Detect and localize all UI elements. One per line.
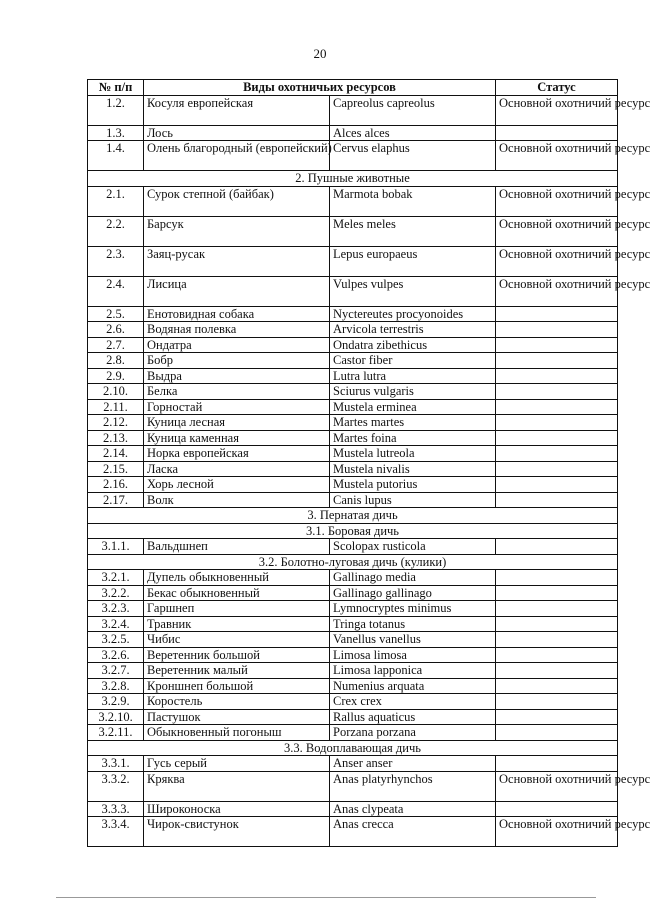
row-number: 1.2. xyxy=(88,95,144,125)
section-title: 2. Пушные животные xyxy=(88,171,618,187)
latin-name: Limosa lapponica xyxy=(330,663,496,679)
species-name: Гаршнеп xyxy=(144,601,330,617)
row-number: 2.11. xyxy=(88,399,144,415)
status-cell: Основной охотничий ресурс xyxy=(496,141,618,171)
species-name: Заяц-русак xyxy=(144,246,330,276)
species-name: Хорь лесной xyxy=(144,477,330,493)
row-number: 1.4. xyxy=(88,141,144,171)
species-name: Широконоска xyxy=(144,801,330,817)
status-cell xyxy=(496,801,618,817)
table-row xyxy=(88,616,618,632)
species-name: Кряква xyxy=(144,771,330,801)
table-row xyxy=(88,585,618,601)
status-cell xyxy=(496,585,618,601)
latin-name: Anser anser xyxy=(330,756,496,772)
status-cell xyxy=(496,446,618,462)
species-name: Лось xyxy=(144,125,330,141)
species-name: Куница лесная xyxy=(144,415,330,431)
table-row xyxy=(88,322,618,338)
species-name: Травник xyxy=(144,616,330,632)
table-row xyxy=(88,477,618,493)
latin-name: Meles meles xyxy=(330,216,496,246)
species-name: Барсук xyxy=(144,216,330,246)
row-number: 2.14. xyxy=(88,446,144,462)
footer-divider xyxy=(56,897,596,898)
row-number: 3.2.5. xyxy=(88,632,144,648)
status-cell: Основной охотничий ресурс xyxy=(496,276,618,306)
row-number: 2.7. xyxy=(88,337,144,353)
row-number: 2.4. xyxy=(88,276,144,306)
table-row xyxy=(88,539,618,555)
row-number: 3.2.2. xyxy=(88,585,144,601)
latin-name: Sciurus vulgaris xyxy=(330,384,496,400)
row-number: 2.10. xyxy=(88,384,144,400)
row-number: 3.1.1. xyxy=(88,539,144,555)
species-name: Коростель xyxy=(144,694,330,710)
status-cell xyxy=(496,725,618,741)
row-number: 1.3. xyxy=(88,125,144,141)
latin-name: Anas platyrhynchos xyxy=(330,771,496,801)
row-number: 3.2.8. xyxy=(88,678,144,694)
row-number: 3.3.2. xyxy=(88,771,144,801)
latin-name: Lepus europaeus xyxy=(330,246,496,276)
row-number: 3.2.11. xyxy=(88,725,144,741)
table-row xyxy=(88,725,618,741)
status-cell xyxy=(496,756,618,772)
species-name: Кроншнеп большой xyxy=(144,678,330,694)
table-row xyxy=(88,663,618,679)
table-row xyxy=(88,306,618,322)
latin-name: Rallus aquaticus xyxy=(330,709,496,725)
species-name: Дупель обыкновенный xyxy=(144,570,330,586)
table-row xyxy=(88,384,618,400)
status-cell: Основной охотничий ресурс xyxy=(496,817,618,847)
status-cell xyxy=(496,322,618,338)
row-number: 2.17. xyxy=(88,492,144,508)
row-number: 3.2.1. xyxy=(88,570,144,586)
row-number: 2.12. xyxy=(88,415,144,431)
species-name: Сурок степной (байбак) xyxy=(144,186,330,216)
row-number: 3.3.4. xyxy=(88,817,144,847)
status-cell xyxy=(496,306,618,322)
status-cell: Основной охотничий ресурс xyxy=(496,95,618,125)
row-number: 2.13. xyxy=(88,430,144,446)
latin-name: Castor fiber xyxy=(330,353,496,369)
latin-name: Gallinago gallinago xyxy=(330,585,496,601)
latin-name: Vanellus vanellus xyxy=(330,632,496,648)
table-row xyxy=(88,216,618,246)
latin-name: Vulpes vulpes xyxy=(330,276,496,306)
latin-name: Crex crex xyxy=(330,694,496,710)
status-cell xyxy=(496,709,618,725)
species-name: Ондатра xyxy=(144,337,330,353)
table-row xyxy=(88,430,618,446)
table-row xyxy=(88,817,618,847)
latin-name: Martes foina xyxy=(330,430,496,446)
status-cell xyxy=(496,601,618,617)
status-cell: Основной охотничий ресурс xyxy=(496,771,618,801)
latin-name: Mustela nivalis xyxy=(330,461,496,477)
status-cell xyxy=(496,384,618,400)
row-number: 2.9. xyxy=(88,368,144,384)
table-row xyxy=(88,461,618,477)
page-number: 20 xyxy=(313,46,327,61)
status-cell xyxy=(496,461,618,477)
status-cell xyxy=(496,477,618,493)
table-row xyxy=(88,771,618,801)
status-cell xyxy=(496,125,618,141)
species-name: Ласка xyxy=(144,461,330,477)
latin-name: Canis lupus xyxy=(330,492,496,508)
status-cell xyxy=(496,678,618,694)
table-row xyxy=(88,801,618,817)
table-row xyxy=(88,709,618,725)
table-row xyxy=(88,632,618,648)
status-cell xyxy=(496,492,618,508)
table-row xyxy=(88,186,618,216)
table-row xyxy=(88,694,618,710)
species-name: Веретенник малый xyxy=(144,663,330,679)
latin-name: Mustela lutreola xyxy=(330,446,496,462)
row-number: 3.2.10. xyxy=(88,709,144,725)
species-name: Гусь серый xyxy=(144,756,330,772)
species-name: Выдра xyxy=(144,368,330,384)
table-row xyxy=(88,570,618,586)
latin-name: Anas crecca xyxy=(330,817,496,847)
table-row xyxy=(88,125,618,141)
table-row xyxy=(88,601,618,617)
latin-name: Porzana porzana xyxy=(330,725,496,741)
species-name: Бекас обыкновенный xyxy=(144,585,330,601)
latin-name: Limosa limosa xyxy=(330,647,496,663)
row-number: 3.3.1. xyxy=(88,756,144,772)
row-number: 2.3. xyxy=(88,246,144,276)
table-row xyxy=(88,337,618,353)
latin-name: Ondatra zibethicus xyxy=(330,337,496,353)
species-name: Бобр xyxy=(144,353,330,369)
status-cell xyxy=(496,368,618,384)
species-name: Белка xyxy=(144,384,330,400)
status-cell xyxy=(496,647,618,663)
row-number: 2.5. xyxy=(88,306,144,322)
row-number: 3.3.3. xyxy=(88,801,144,817)
row-number: 2.8. xyxy=(88,353,144,369)
status-cell xyxy=(496,337,618,353)
latin-name: Alces alces xyxy=(330,125,496,141)
species-name: Лисица xyxy=(144,276,330,306)
latin-name: Tringa totanus xyxy=(330,616,496,632)
row-number: 3.2.6. xyxy=(88,647,144,663)
table-row xyxy=(88,353,618,369)
status-cell xyxy=(496,353,618,369)
row-number: 2.1. xyxy=(88,186,144,216)
species-name: Косуля европейская xyxy=(144,95,330,125)
status-cell xyxy=(496,430,618,446)
latin-name: Nyctereutes procyonoides xyxy=(330,306,496,322)
status-cell xyxy=(496,415,618,431)
table-row xyxy=(88,95,618,125)
species-name: Волк xyxy=(144,492,330,508)
row-number: 3.2.7. xyxy=(88,663,144,679)
latin-name: Mustela erminea xyxy=(330,399,496,415)
latin-name: Arvicola terrestris xyxy=(330,322,496,338)
section-row xyxy=(88,740,618,756)
table-row xyxy=(88,647,618,663)
table-header-row xyxy=(88,80,618,96)
latin-name: Lymnocryptes minimus xyxy=(330,601,496,617)
species-name: Куница каменная xyxy=(144,430,330,446)
status-cell: Основной охотничий ресурс xyxy=(496,216,618,246)
species-name: Веретенник большой xyxy=(144,647,330,663)
table-row xyxy=(88,246,618,276)
status-cell xyxy=(496,570,618,586)
table-row xyxy=(88,368,618,384)
row-number: 2.2. xyxy=(88,216,144,246)
table-row xyxy=(88,399,618,415)
section-title: 3.3. Водоплавающая дичь xyxy=(88,740,618,756)
latin-name: Capreolus capreolus xyxy=(330,95,496,125)
latin-name: Mustela putorius xyxy=(330,477,496,493)
section-title: 3.1. Боровая дичь xyxy=(88,523,618,539)
header-status: Статус xyxy=(496,80,618,96)
table-row xyxy=(88,415,618,431)
section-row xyxy=(88,523,618,539)
table-row xyxy=(88,141,618,171)
latin-name: Cervus elaphus xyxy=(330,141,496,171)
species-name: Норка европейская xyxy=(144,446,330,462)
latin-name: Gallinago media xyxy=(330,570,496,586)
latin-name: Scolopax rusticola xyxy=(330,539,496,555)
section-title: 3. Пернатая дичь xyxy=(88,508,618,524)
latin-name: Lutra lutra xyxy=(330,368,496,384)
table-row xyxy=(88,446,618,462)
latin-name: Martes martes xyxy=(330,415,496,431)
section-row xyxy=(88,554,618,570)
table-body xyxy=(88,95,650,847)
row-number: 3.2.3. xyxy=(88,601,144,617)
header-species: Виды охотничьих ресурсов xyxy=(144,80,496,96)
status-cell xyxy=(496,694,618,710)
species-name: Горностай xyxy=(144,399,330,415)
table-row xyxy=(88,276,618,306)
status-cell xyxy=(496,616,618,632)
section-title: 3.2. Болотно-луговая дичь (кулики) xyxy=(88,554,618,570)
row-number: 3.2.4. xyxy=(88,616,144,632)
header-num: № п/п xyxy=(88,80,144,96)
section-row xyxy=(88,171,618,187)
row-number: 2.6. xyxy=(88,322,144,338)
latin-name: Marmota bobak xyxy=(330,186,496,216)
row-number: 2.15. xyxy=(88,461,144,477)
row-number: 2.16. xyxy=(88,477,144,493)
latin-name: Anas clypeata xyxy=(330,801,496,817)
latin-name: Numenius arquata xyxy=(330,678,496,694)
species-name: Чибис xyxy=(144,632,330,648)
section-row xyxy=(88,508,618,524)
status-cell xyxy=(496,539,618,555)
status-cell xyxy=(496,663,618,679)
status-cell xyxy=(496,399,618,415)
species-name: Чирок-свистунок xyxy=(144,817,330,847)
status-cell xyxy=(496,632,618,648)
status-cell: Основной охотничий ресурс xyxy=(496,186,618,216)
table-row xyxy=(88,756,618,772)
species-name: Олень благородный (европейский) xyxy=(144,141,330,171)
species-name: Пастушок xyxy=(144,709,330,725)
species-name: Енотовидная собака xyxy=(144,306,330,322)
species-name: Вальдшнеп xyxy=(144,539,330,555)
species-name: Водяная полевка xyxy=(144,322,330,338)
status-cell: Основной охотничий ресурс xyxy=(496,246,618,276)
table-row xyxy=(88,678,618,694)
species-name: Обыкновенный погоныш xyxy=(144,725,330,741)
table-row xyxy=(88,492,618,508)
row-number: 3.2.9. xyxy=(88,694,144,710)
hunting-resources-table xyxy=(87,79,650,847)
